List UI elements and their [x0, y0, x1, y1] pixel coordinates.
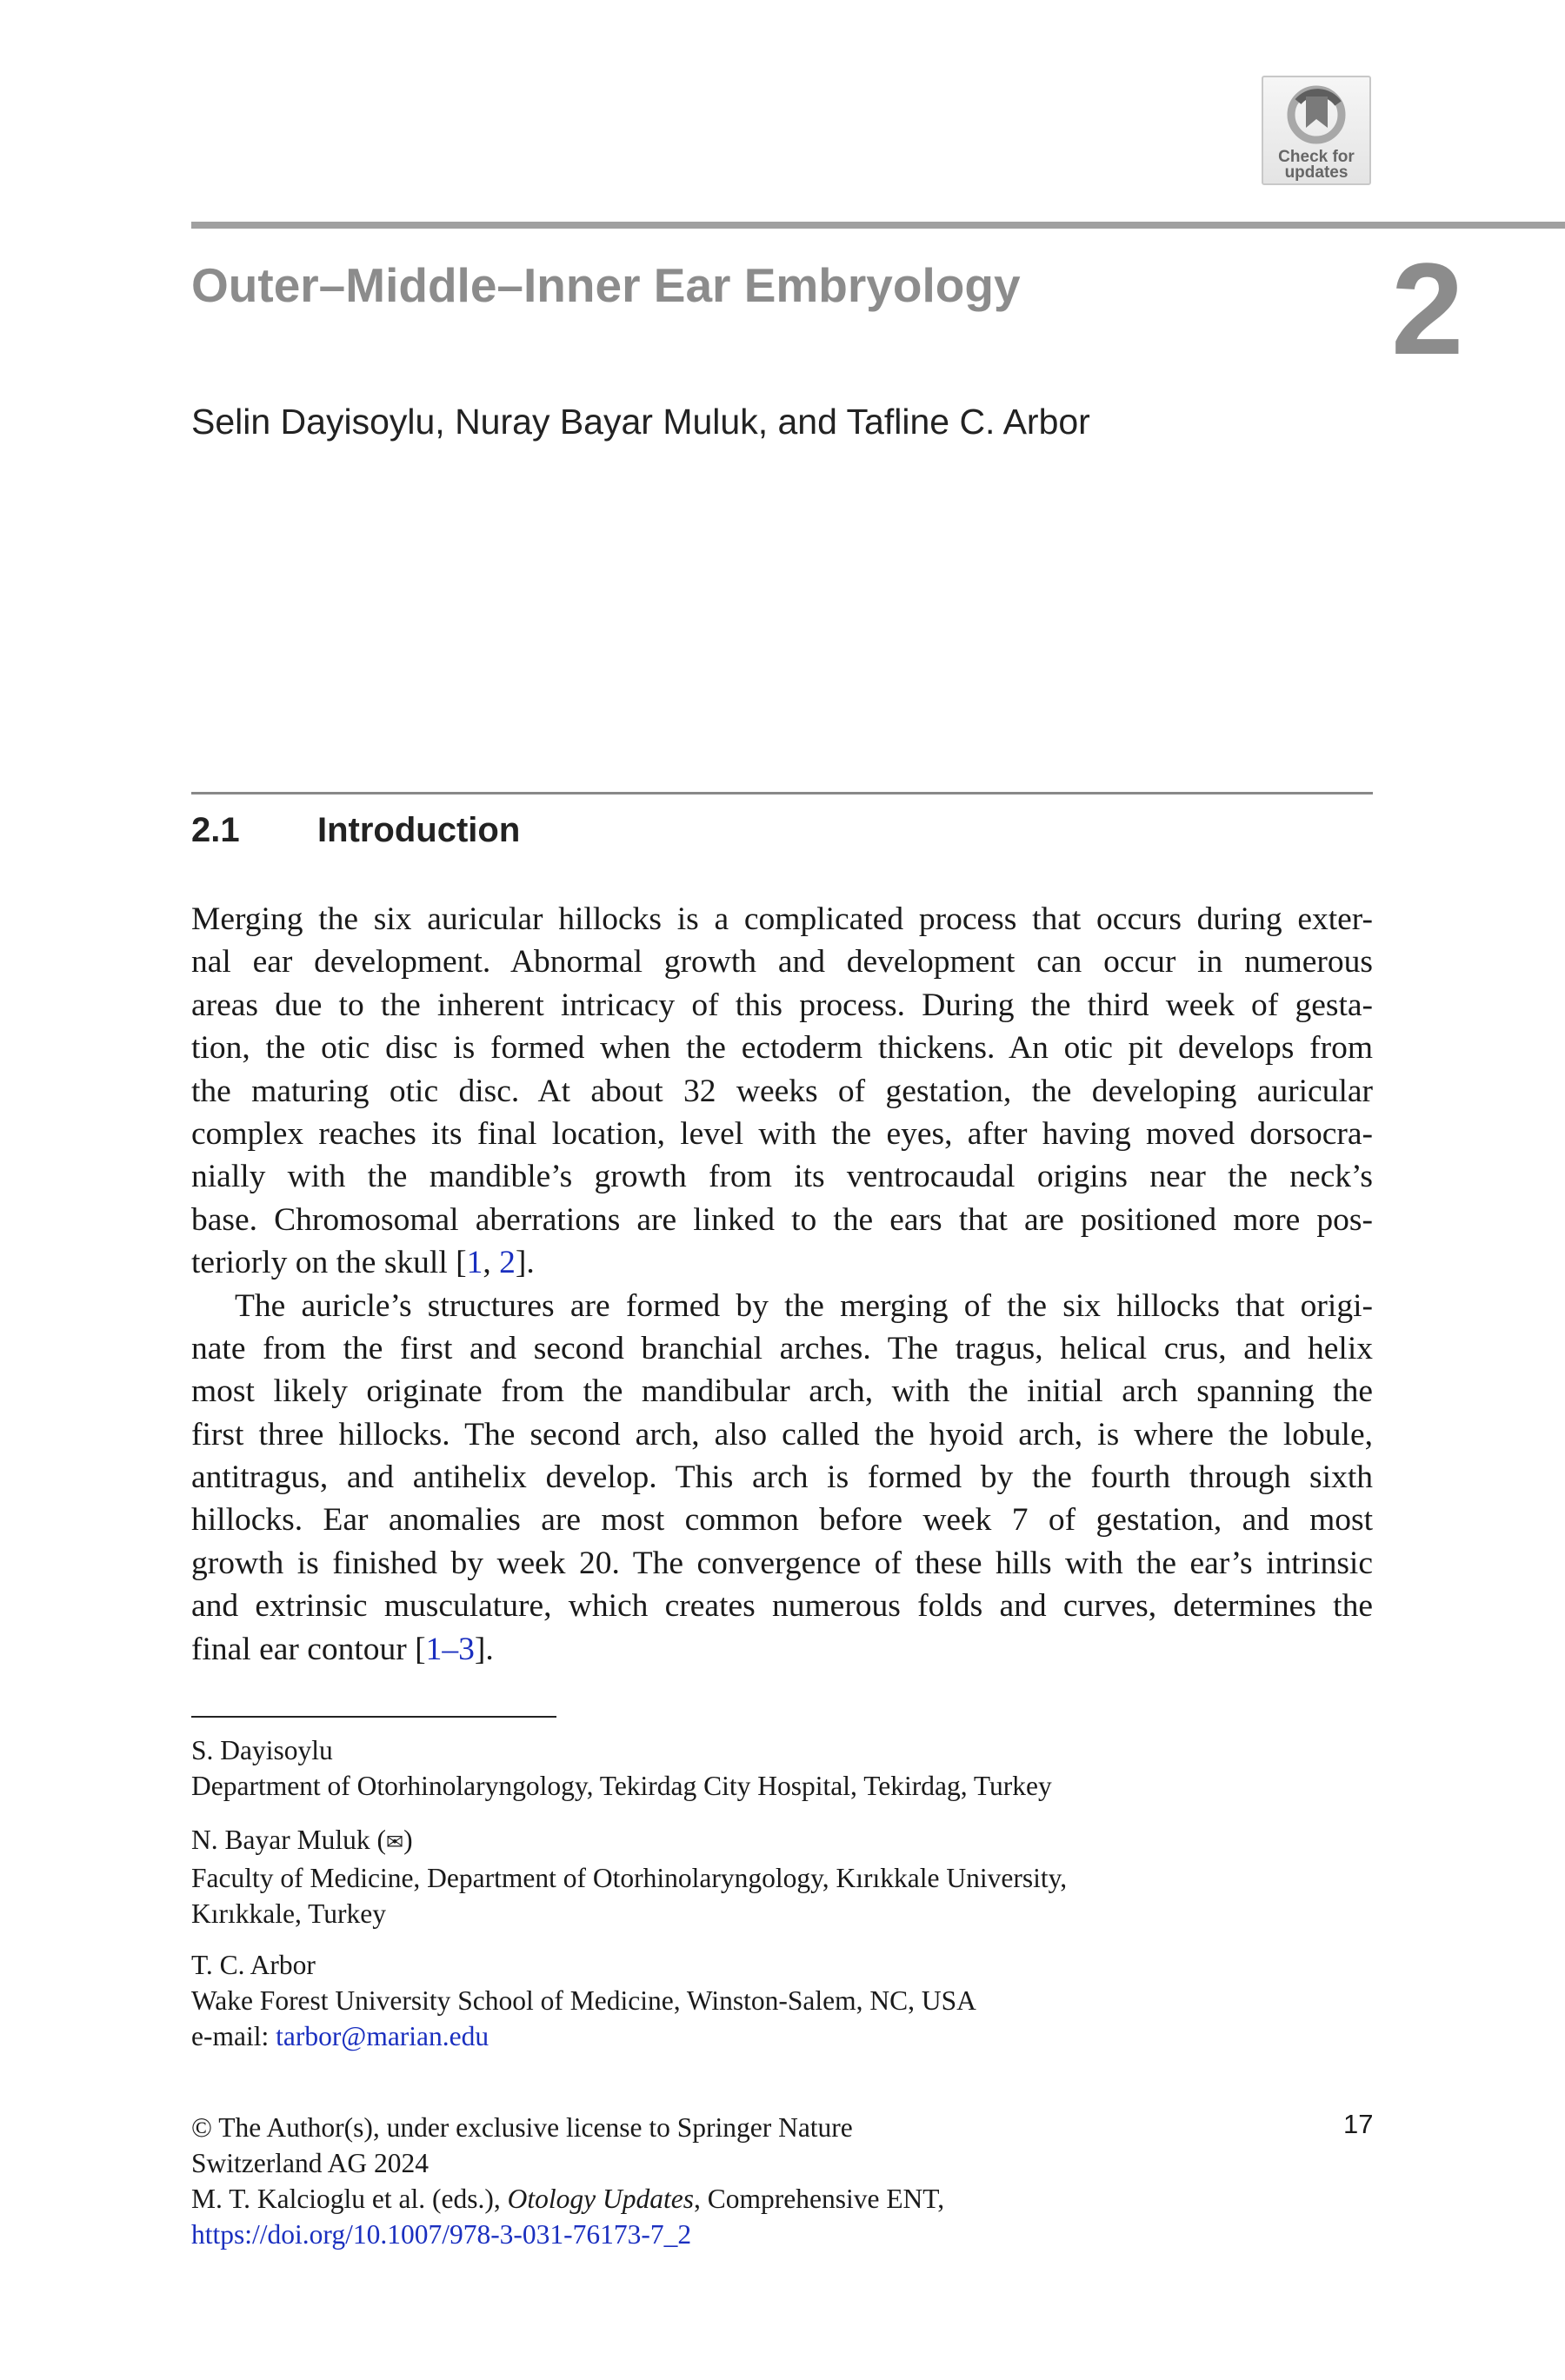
text-line: [191, 1241, 1373, 1284]
author-name: S. Dayisoylu: [191, 1735, 333, 1765]
text-line: [191, 1628, 1373, 1671]
citation-link[interactable]: 1–3: [425, 1631, 475, 1667]
section-title: Introduction: [317, 811, 521, 849]
citation-text: M. T. Kalcioglu et al. (eds.),: [191, 2184, 508, 2214]
author-affiliation-1: [191, 1732, 1052, 1804]
badge-line2: updates: [1284, 163, 1349, 182]
citation-line: [191, 2181, 944, 2217]
section-number: 2.1: [191, 811, 240, 849]
text-line: tion, the otic disc is formed when the ectoderm thickens. An otic pit develops from: [191, 1030, 1373, 1067]
author-affiliation: Wake Forest University School of Medicine, Winston-Salem, NC, USA: [191, 1985, 976, 2016]
author-affiliation: Faculty of Medicine, Department of Otorhinolaryngology, Kırıkkale University,: [191, 1863, 1068, 1893]
text-line: and extrinsic musculature, which creates numerous folds and curves, determines the: [191, 1588, 1373, 1625]
text-line: nal ear development. Abnormal growth and development can occur in numerous: [191, 944, 1373, 981]
author-name-text: N. Bayar Muluk (: [191, 1825, 386, 1855]
check-for-updates-badge[interactable]: [1262, 76, 1371, 185]
text-line: most likely originate from the mandibular arch, with the initial arch spanning the: [191, 1373, 1373, 1410]
text-line: Merging the six auricular hillocks is a complicated process that occurs during exter-: [191, 901, 1373, 937]
chapter-title: Outer–Middle–Inner Ear Embryology: [191, 258, 1021, 312]
copyright-line: Switzerland AG 2024: [191, 2148, 429, 2178]
text-segment: ].: [515, 1245, 535, 1281]
author-affiliation-3: [191, 1947, 976, 2054]
copyright-block: [191, 2110, 944, 2252]
text-segment: ].: [474, 1631, 494, 1667]
page-number: 17: [1343, 2109, 1374, 2139]
text-line: The auricle’s structures are formed by the merging of the six hillocks that origi-: [235, 1287, 1373, 1324]
footnote-rule: [191, 1716, 556, 1718]
book-title: Otology Updates: [507, 2184, 694, 2214]
author-affiliation: Kırıkkale, Turkey: [191, 1898, 386, 1929]
paragraph-2: [191, 1285, 1373, 1672]
author-name: T. C. Arbor: [191, 1950, 316, 1980]
text-line: hillocks. Ear anomalies are most common before week 7 of gestation, and most: [191, 1502, 1373, 1539]
badge-line1: Check for: [1278, 148, 1355, 166]
text-line: nate from the first and second branchial arches. The tragus, helical crus, and helix: [191, 1330, 1373, 1366]
citation-link[interactable]: 1: [466, 1245, 483, 1281]
body-text: [191, 898, 1373, 1671]
text-segment: final ear contour [: [191, 1631, 426, 1667]
text-line: first three hillocks. The second arch, also called the hyoid arch, is where the lobule,: [191, 1416, 1373, 1453]
text-line: the maturing otic disc. At about 32 weeks of gestation, the developing auricular: [191, 1073, 1373, 1109]
text-line: growth is finished by week 20. The convergence of these hills with the ear’s intrinsic: [191, 1545, 1373, 1581]
email-line: [191, 2018, 976, 2054]
copyright-line: © The Author(s), under exclusive license to Springer Nature: [191, 2112, 853, 2143]
text-line: areas due to the inherent intricacy of this process. During the third week of gesta-: [191, 987, 1373, 1023]
bookmark-icon: [1286, 84, 1347, 145]
section-rule: [191, 792, 1373, 794]
text-segment: teriorly on the skull [: [191, 1245, 467, 1281]
paragraph-1: [191, 898, 1373, 1285]
email-link[interactable]: tarbor@marian.edu: [276, 2021, 489, 2051]
top-rule: [191, 222, 1565, 229]
chapter-number: 2: [1391, 236, 1464, 382]
paren: ): [403, 1825, 413, 1855]
text-line: antitragus, and antihelix develop. This arch is formed by the fourth through sixth: [191, 1459, 1373, 1496]
text-line: nially with the mandible’s growth from its ventrocaudal origins near the neck’s: [191, 1159, 1373, 1195]
citation-text: , Comprehensive ENT,: [693, 2184, 945, 2214]
section-heading: [191, 811, 520, 850]
author-affiliation-2: [191, 1822, 1067, 1931]
envelope-icon: ✉: [385, 1830, 404, 1854]
email-label: e-mail:: [191, 2021, 276, 2051]
text-line: base. Chromosomal aberrations are linked to the ears that are positioned more pos-: [191, 1201, 1373, 1238]
text-line: complex reaches its final location, level with the eyes, after having moved dorsocra-: [191, 1115, 1373, 1152]
chapter-authors: Selin Dayisoylu, Nuray Bayar Muluk, and Tafline C. Arbor: [191, 402, 1090, 442]
text-segment: ,: [483, 1245, 500, 1281]
author-affiliation: Department of Otorhinolaryngology, Tekirdag City Hospital, Tekirdag, Turkey: [191, 1771, 1052, 1801]
author-name: [191, 1822, 1067, 1860]
doi-link[interactable]: https://doi.org/10.1007/978-3-031-76173-7_2: [191, 2219, 692, 2250]
citation-link[interactable]: 2: [499, 1245, 516, 1281]
